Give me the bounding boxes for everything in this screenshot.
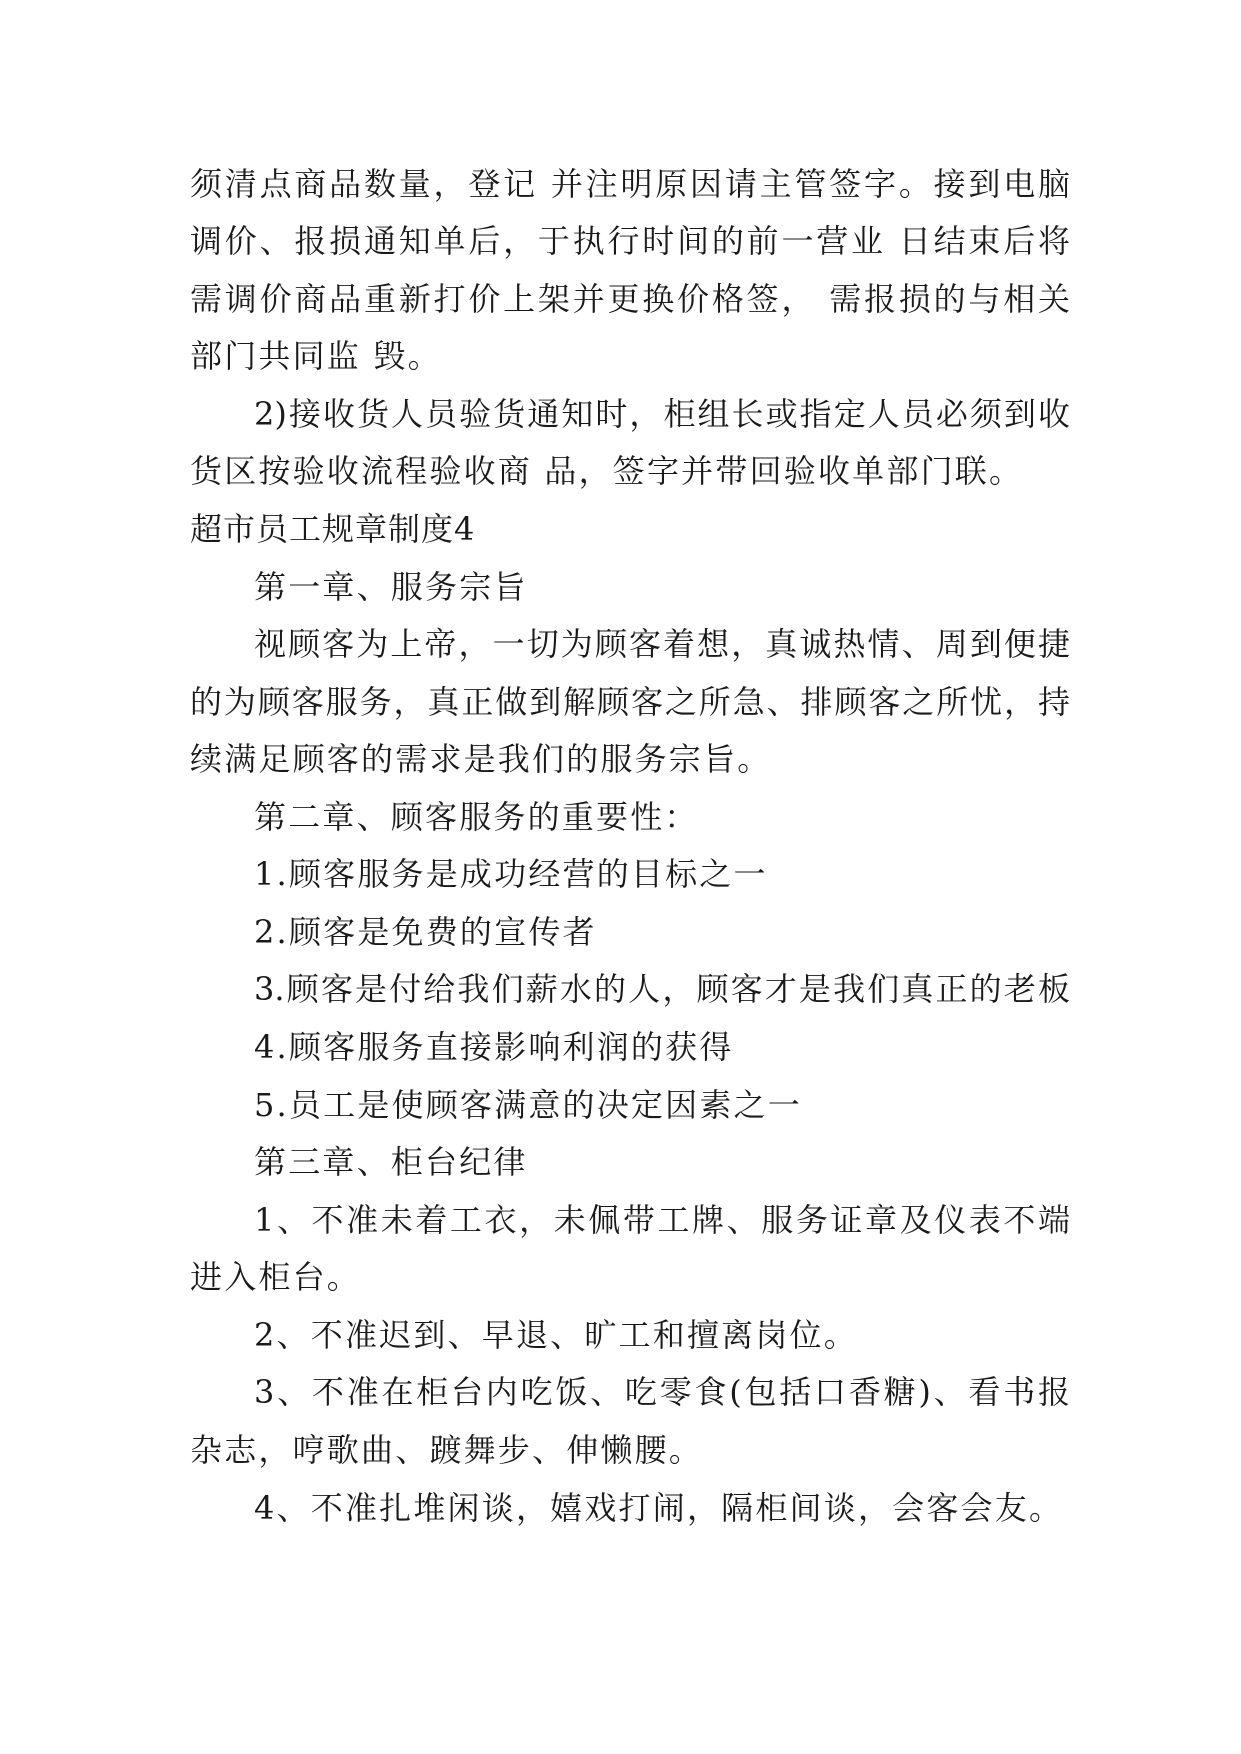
text-line: 2)接收货人员验货通知时，柜组长或指定人员必须到收 [254, 395, 1070, 433]
text-line: 需调价商品重新打价上架并更换价格签， 需报损的与相关 [190, 280, 1070, 318]
text-line: 须清点商品数量，登记 并注明原因请主管签字。接到电脑 [190, 165, 1070, 203]
text-line: 3、不准在柜台内吃饭、吃零食(包括口香糖)、看书报 [254, 1373, 1070, 1411]
text-line: 1、不准未着工衣，未佩带工牌、服务证章及仪表不端 [254, 1201, 1070, 1239]
chapter-heading: 第一章、服务宗旨 [254, 568, 528, 606]
section-title: 超市员工规章制度4 [190, 510, 476, 548]
list-item: 5.员工是使顾客满意的决定因素之一 [254, 1086, 802, 1124]
text-line: 进入柜台。 [190, 1258, 362, 1296]
text-line: 续满足顾客的需求是我们的服务宗旨。 [190, 740, 772, 778]
list-item: 1.顾客服务是成功经营的目标之一 [254, 855, 768, 893]
text-line: 视顾客为上帝，一切为顾客着想，真诚热情、周到便捷 [254, 625, 1070, 663]
list-item: 4.顾客服务直接影响利润的获得 [254, 1028, 734, 1066]
text-line: 调价、报损通知单后，于执行时间的前一营业 日结束后将 [190, 222, 1070, 260]
text-line: 2、不准迟到、早退、旷工和擅离岗位。 [254, 1316, 858, 1354]
chapter-heading: 第二章、顾客服务的重要性： [254, 798, 699, 836]
list-item: 2.顾客是免费的宣传者 [254, 913, 597, 951]
text-line: 部门共同监 毁。 [190, 337, 442, 375]
text-line: 货区按验收流程验收商 品，签字并带回验收单部门联。 [190, 452, 1024, 490]
list-item: 3.顾客是付给我们薪水的人，顾客才是我们真正的老板 [254, 970, 1070, 1008]
chapter-heading: 第三章、柜台纪律 [254, 1143, 528, 1181]
text-line: 4、不准扎堆闲谈，嬉戏打闹，隔柜间谈，会客会友。 [254, 1489, 1064, 1527]
text-line: 杂志，哼歌曲、踱舞步、伸懒腰。 [190, 1431, 704, 1469]
text-line: 的为顾客服务，真正做到解顾客之所急、排顾客之所忧，持 [190, 683, 1070, 721]
